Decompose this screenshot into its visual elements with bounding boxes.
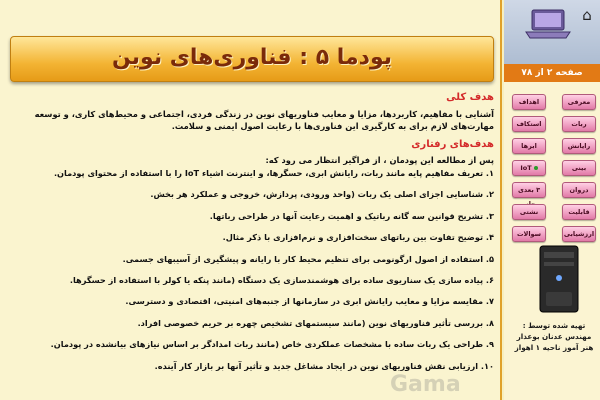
nav-label: قابلیت	[568, 208, 590, 216]
computer-case-icon	[536, 244, 582, 314]
author-name: مهندس عدنان بوعذار	[516, 332, 592, 341]
nav-label: ارزشیابی	[563, 230, 595, 238]
sidebar	[504, 0, 600, 400]
nav-label: استکاف	[516, 120, 542, 128]
goal-text: آشنایی با مفاهیم، کاربردها، مزایا و معایب فناوریهای نوین در زندگی فردی، اجتماعی و محیط‌های کاری، و توسعه مهارت‌های لازم برای به کارگیری این فناوری‌ها با رعایت اصول ایمنی و سلامت.	[34, 109, 494, 131]
goal-heading: هدف کلی	[446, 92, 494, 103]
watermark: Gama	[390, 372, 461, 397]
author-credit	[508, 320, 600, 353]
nav-button-ergonomics[interactable]	[512, 116, 546, 132]
objective-item: ۴. توضیح تفاوت بین رباتهای سخت‌افزاری و نرم‌افزاری با ذکر مثال.	[222, 232, 494, 243]
objectives-lead: پس از مطالعه این پودمان ، از فراگیر انتظار می رود که:	[265, 155, 494, 165]
nav-button-vision[interactable]	[562, 160, 596, 176]
nav-button-ability[interactable]	[562, 204, 596, 220]
title-banner	[10, 36, 494, 82]
nav-label: دروان	[569, 186, 589, 194]
status-dot-icon	[534, 166, 538, 170]
nav-label: IoT	[520, 164, 532, 172]
author-label: تهیه شده توسط :	[522, 321, 586, 330]
laptop-icon	[524, 8, 572, 40]
nav-button-goals[interactable]	[512, 94, 546, 110]
objective-item: ۳. تشریح قوانین سه گانه رباتیک و اهمیت رعایت آنها در طراحی رباتها.	[209, 210, 494, 221]
nav-button-questions[interactable]	[512, 226, 546, 242]
author-org: هنر آموز ناحیه ۱ اهواز	[514, 343, 594, 352]
behavior-heading: هدف‌های رفتاری	[411, 139, 494, 150]
objective-item: ۱۰. ارزیابی نقش فناوریهای نوین در ایجاد مشاغل جدید و تأثیر آنها بر بازار کار آینده.	[154, 360, 494, 371]
page-counter: صفحه ۲ از ۷۸	[504, 64, 600, 82]
nav-label: اهداف	[518, 98, 540, 106]
nav-label: ربات	[571, 120, 587, 128]
objectives-list	[16, 168, 494, 372]
nav-button-drone[interactable]	[562, 182, 596, 198]
objective-item: ۲. شناسایی اجزای اصلی یک ربات (واحد ورودی، پردازش، خروجی و عملکرد هر بخش.	[150, 189, 494, 200]
lesson-body	[16, 92, 494, 382]
nav-label: بینی	[571, 164, 587, 172]
nav-button-leak[interactable]	[512, 204, 546, 220]
objective-item: ۷. مقایسه مزایا و معایب رایانش ابری در سازمانها از جنبه‌های امنیتی، اقتصادی و دسترسی.	[125, 296, 494, 307]
nav-label: ۳ بعدی	[517, 186, 541, 194]
nav-button-computing[interactable]	[562, 138, 596, 154]
objective-item: ۵. استفاده از اصول ارگونومی برای تنظیم محیط کار با رایانه و پیشگیری از آسیبهای جسمی.	[122, 253, 494, 264]
nav-button-robot[interactable]	[562, 116, 596, 132]
nav-button-iot[interactable]	[512, 160, 546, 176]
nav-label: سوالات	[516, 230, 542, 238]
nav-button-clouds[interactable]	[512, 138, 546, 154]
objective-item: ۱. تعریف مفاهیم پایه مانند ربات، رایانش ابری، حسگرها، و اینترنت اشیاء IoT را با استفاده از محتوای پودمان.	[53, 168, 494, 178]
nav-label: نشتی	[519, 208, 539, 216]
nav-label: معرفی	[567, 98, 591, 106]
home-icon[interactable]: ⌂	[582, 6, 592, 24]
nav-buttons	[512, 94, 596, 248]
nav-label: رایانش	[567, 142, 591, 150]
nav-label: ابرها	[521, 142, 537, 150]
nav-button-3d-print[interactable]	[512, 182, 546, 198]
objective-item: ۸. بررسی تأثیر فناوریهای نوین (مانند سیستمهای تشخیص چهره بر حریم خصوصی افراد.	[137, 317, 494, 328]
nav-button-assessment[interactable]	[562, 226, 596, 242]
nav-button-intro[interactable]	[562, 94, 596, 110]
objective-item: ۹. طراحی یک ربات ساده با مشخصات عملکردی خاص (مانند ربات امدادگر بر اساس نیازهای بیانشده در پودمان.	[50, 339, 494, 350]
page-title: پودما ۵ : فناوری‌های نوین	[111, 45, 393, 70]
sidebar-header	[504, 0, 600, 64]
objective-item: ۶. پیاده سازی یک سناریوی ساده برای هوشمندسازی یک دستگاه (مانند پنکه یا کولر با استفاده از حسگرها.	[69, 274, 494, 285]
